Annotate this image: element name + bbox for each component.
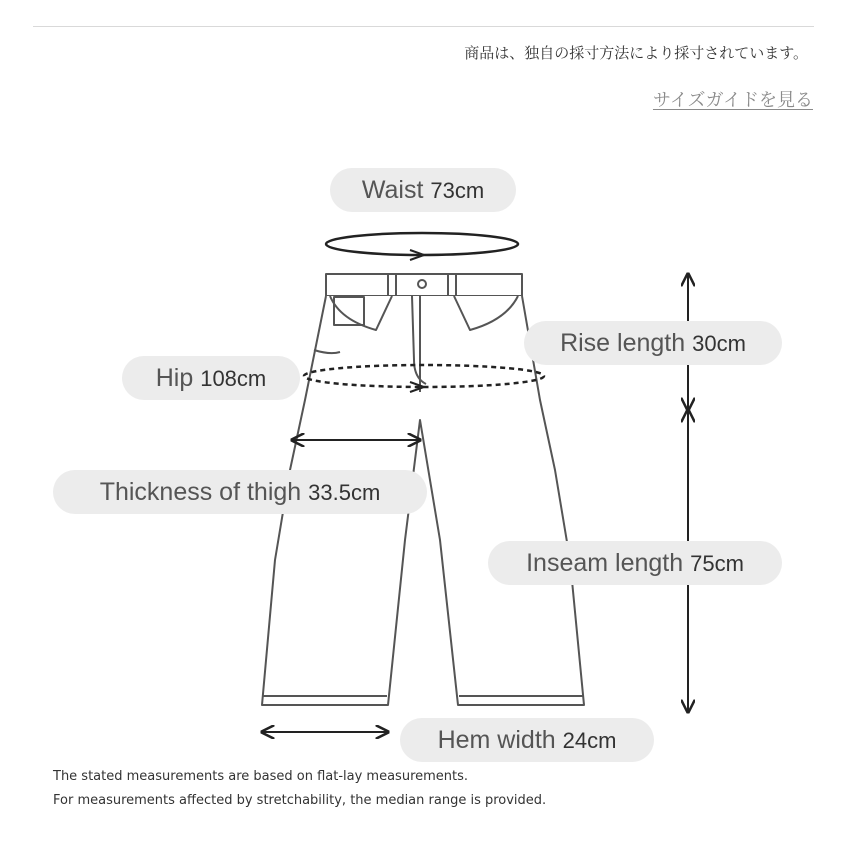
inseam-label (488, 541, 782, 585)
hem-label-text: Hem width (437, 726, 556, 754)
footnote-flat-lay: The stated measurements are based on flat-lay measurements. (53, 769, 469, 784)
waist-value: 73cm (430, 178, 485, 203)
hip-label (122, 356, 300, 400)
inseam-value: 75cm (690, 551, 744, 576)
thigh-value: 33.5cm (308, 480, 381, 505)
size-guide-link[interactable]: サイズガイドを見る (652, 90, 813, 111)
inseam-label-text: Inseam length (526, 549, 684, 577)
waist-measure-line (326, 233, 518, 260)
hip-value: 108cm (200, 366, 267, 391)
footnote-stretch: For measurements affected by stretchability, the median range is provided. (53, 793, 547, 808)
hem-value: 24cm (562, 728, 617, 753)
hem-label (400, 718, 654, 762)
measurement-note: 商品は、独自の採寸方法により採寸されています。 (464, 44, 808, 62)
thigh-label (53, 470, 427, 514)
rise-value: 30cm (692, 331, 746, 356)
rise-label (524, 321, 782, 365)
hip-label-text: Hip (155, 364, 194, 392)
rise-label-text: Rise length (560, 329, 686, 357)
waist-label (330, 168, 516, 212)
waist-label-text: Waist (361, 176, 424, 204)
thigh-label-text: Thickness of thigh (99, 478, 302, 506)
